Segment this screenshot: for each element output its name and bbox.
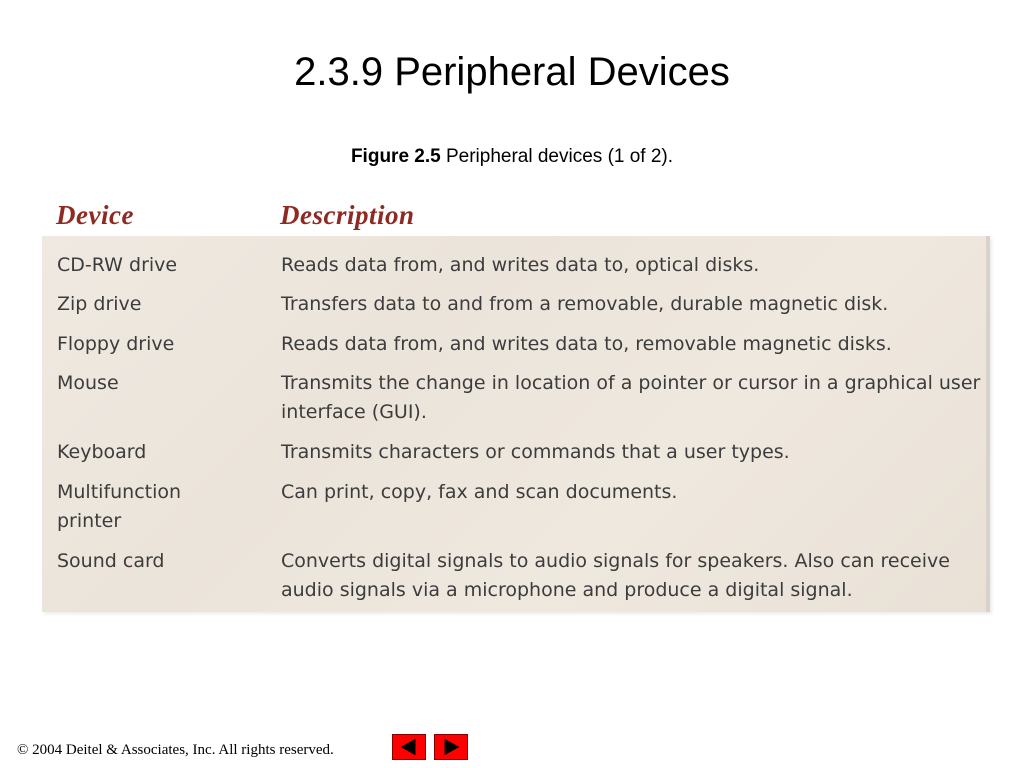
column-header-device: Device [56, 200, 134, 230]
figure-caption-label: Figure 2.5 [350, 146, 441, 167]
device-cell: Keyboard [57, 441, 147, 463]
peripheral-devices-table [42, 198, 990, 614]
description-cell: Can print, copy, fax and scan documents. [281, 481, 678, 503]
description-cell: Transfers data to and from a removable, durable magnetic disk. [281, 293, 889, 315]
column-header-description: Description [280, 200, 415, 230]
description-cell: Reads data from, and writes data to, removable magnetic disks. [281, 333, 892, 355]
description-cell: Reads data from, and writes data to, optical disks. [281, 254, 760, 276]
device-cell: Zip drive [57, 293, 142, 315]
previous-slide-button[interactable] [392, 734, 426, 760]
description-cell: Converts digital signals to audio signals for speakers. Also can receive audio signals via a microphone and produce a digital signal. [281, 550, 950, 601]
right-arrow-icon [435, 735, 467, 759]
figure-caption-text: Peripheral devices (1 of 2). [440, 146, 674, 167]
next-slide-button[interactable] [434, 734, 468, 760]
device-cell: Multifunction printer [57, 481, 182, 532]
copyright-footer: © 2004 Deitel & Associates, Inc. All rights reserved. [17, 742, 334, 758]
device-cell: CD-RW drive [57, 254, 178, 276]
description-cell: Transmits the change in location of a pointer or cursor in a graphical user interface (GUI). [281, 372, 981, 423]
table-body [42, 236, 990, 612]
slide-title: 2.3.9 Peripheral Devices [294, 50, 730, 94]
device-cell: Mouse [57, 372, 119, 394]
table-header [42, 198, 990, 236]
figure-caption [0, 146, 1024, 168]
device-cell: Floppy drive [57, 333, 175, 355]
device-cell: Sound card [57, 550, 165, 572]
description-cell: Transmits characters or commands that a user types. [281, 441, 790, 463]
left-arrow-icon [393, 735, 425, 759]
